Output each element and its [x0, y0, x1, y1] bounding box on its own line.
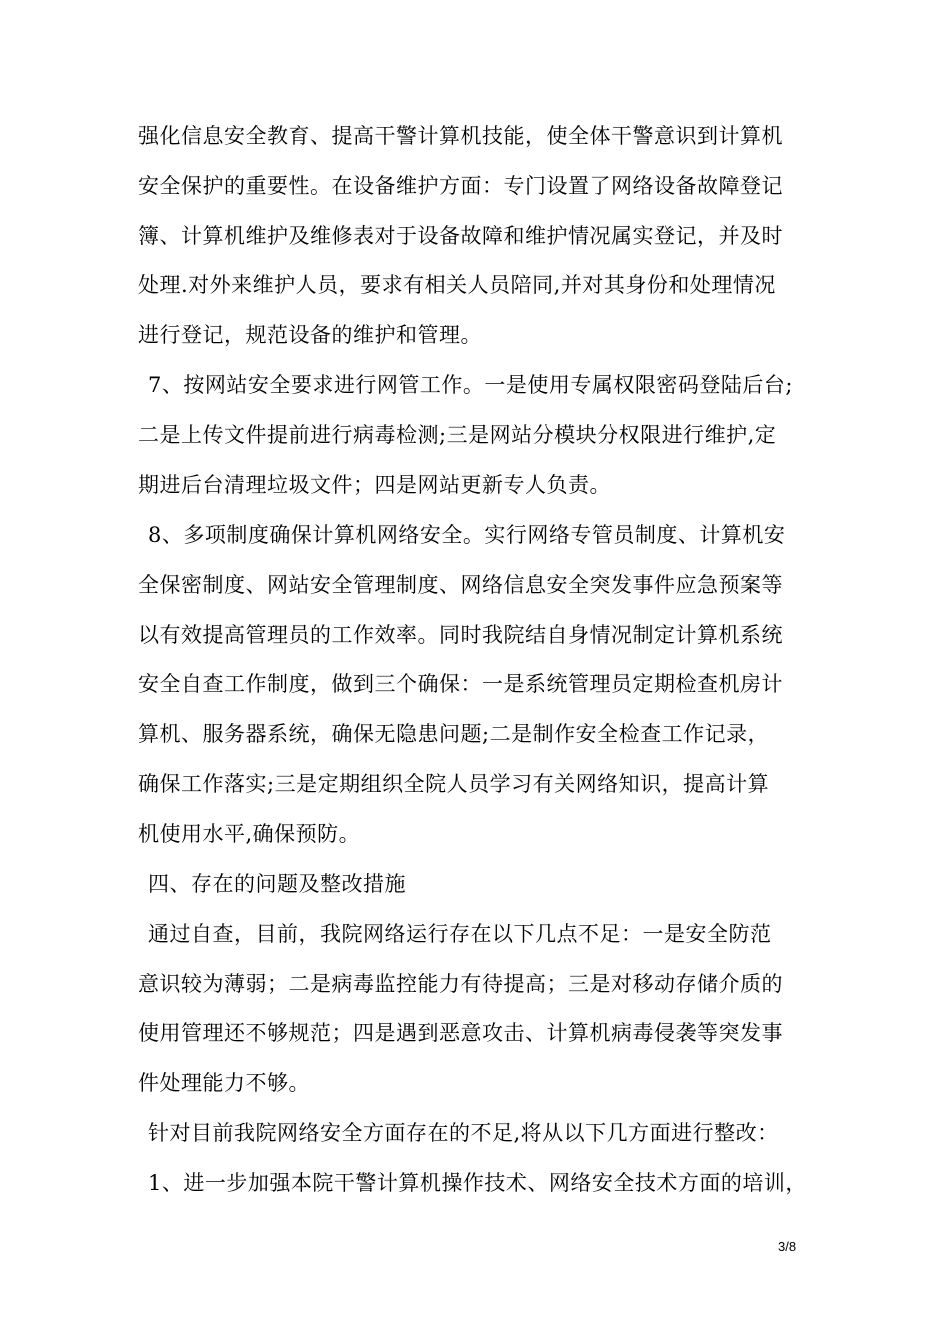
text-line: 针对目前我院网络安全方面存在的不足,将从以下几方面进行整改： — [148, 1121, 779, 1145]
text-line: 通过自查，目前，我院网络运行存在以下几点不足：一是安全防范 — [148, 922, 772, 946]
text-line: 处理.对外来维护人员，要求有相关人员陪同,并对其身份和处理情况 — [138, 273, 776, 297]
text-line: 强化信息安全教育、提高干警计算机技能，使全体干警意识到计算机 — [138, 124, 783, 148]
text-line: 进行登记，规范设备的维护和管理。 — [138, 323, 482, 347]
text-line: 安全保护的重要性。在设备维护方面：专门设置了网络设备故障登记 — [138, 174, 783, 198]
text-line: 期进后台清理垃圾文件；四是网站更新专人负责。 — [138, 473, 611, 497]
text-line: 1、进一步加强本院干警计算机操作技术、网络安全技术方面的培训， — [148, 1171, 807, 1195]
text-line: 簿、计算机维护及维修表对于设备故障和维护情况属实登记，并及时 — [138, 224, 783, 248]
text-line: 全保密制度、网站安全管理制度、网络信息安全突发事件应急预案等 — [138, 573, 783, 597]
section-heading: 四、存在的问题及整改措施 — [148, 872, 406, 896]
text-line: 8、多项制度确保计算机网络安全。实行网络专管员制度、计算机安 — [148, 523, 786, 547]
text-line: 确保工作落实;三是定期组织全院人员学习有关网络知识，提高计算 — [138, 772, 770, 796]
text-line: 以有效提高管理员的工作效率。同时我院结自身情况制定计算机系统 — [138, 623, 783, 647]
text-line: 意识较为薄弱；二是病毒监控能力有待提高；三是对移动存储介质的 — [138, 972, 783, 996]
text-line: 件处理能力不够。 — [138, 1071, 310, 1095]
text-line: 算机、服务器系统，确保无隐患问题;二是制作安全检查工作记录， — [138, 722, 770, 746]
text-line: 机使用水平,确保预防。 — [138, 822, 361, 846]
text-line: 安全自查工作制度，做到三个确保：一是系统管理员定期检查机房计 — [138, 672, 783, 696]
text-line: 7、按网站安全要求进行网管工作。一是使用专属权限密码登陆后台; — [148, 373, 793, 397]
text-line: 二是上传文件提前进行病毒检测;三是网站分模块分权限进行维护,定 — [138, 423, 777, 447]
page-number: 3/8 — [778, 1239, 797, 1254]
text-line: 使用管理还不够规范；四是遇到恶意攻击、计算机病毒侵袭等突发事 — [138, 1021, 783, 1045]
